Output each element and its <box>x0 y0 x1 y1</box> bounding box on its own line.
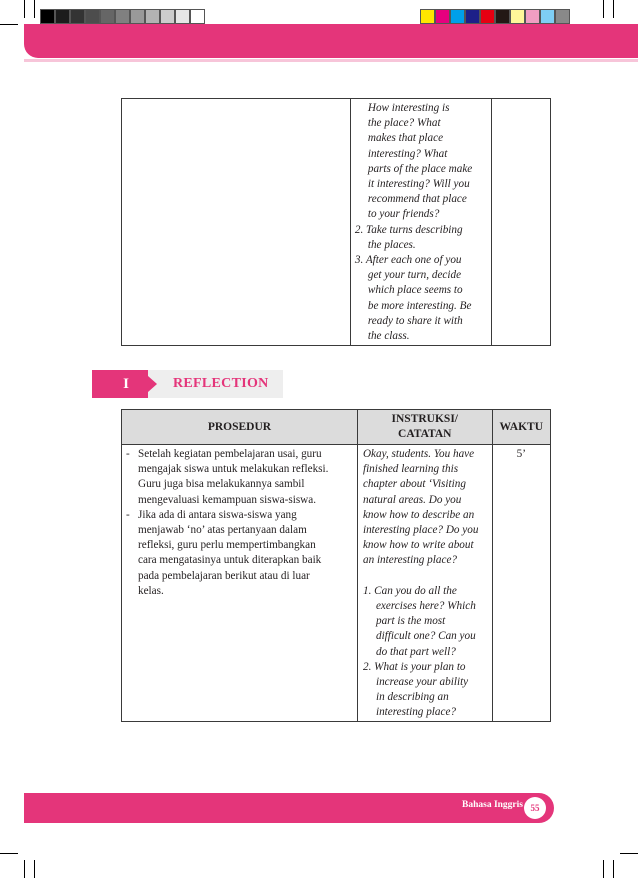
continued-table <box>121 98 551 346</box>
reflection-table <box>121 409 551 722</box>
text-line: know how to describe an <box>362 508 475 521</box>
color-swatch <box>175 9 190 24</box>
color-swatch <box>480 9 495 24</box>
text-line: an interesting place? <box>362 554 458 567</box>
procedure-line: Guru juga bisa melakukannya sambil <box>138 478 305 491</box>
crop-mark <box>613 860 614 878</box>
text-line: the class. <box>367 330 410 343</box>
section-arrow-icon <box>148 376 157 392</box>
header-band <box>24 24 638 58</box>
header-line: INSTRUKSI/ <box>391 413 458 425</box>
instructions-cell <box>350 99 491 346</box>
procedure-line: pada pembelajaran berikut atau di luar <box>138 569 310 582</box>
crop-mark <box>0 24 18 25</box>
color-swatch <box>495 9 510 24</box>
header-instructions-label <box>358 412 492 442</box>
procedure-cell <box>122 445 358 722</box>
text-line <box>363 569 489 584</box>
color-swatch <box>130 9 145 24</box>
text-line: 1. Can you do all the <box>362 584 457 597</box>
procedure-line: Setelah kegiatan pembelajaran usai, guru <box>138 448 322 460</box>
color-swatch <box>555 9 570 24</box>
text-line: increase your ability <box>375 676 469 689</box>
procedure-line: mengajak siswa untuk melakukan refleksi. <box>138 463 329 476</box>
crop-mark <box>34 860 35 878</box>
procedure-line: Jika ada di antara siswa-siswa yang <box>138 508 297 521</box>
color-swatch <box>85 9 100 24</box>
text-line: know how to write about <box>362 539 474 552</box>
text-line: 2. Take turns describing <box>354 223 463 236</box>
text-line: How interesting is <box>367 102 450 114</box>
procedure-line: cara mengatasinya untuk diterapkan baik <box>138 554 322 567</box>
time-cell <box>492 99 551 346</box>
crop-mark <box>620 853 638 854</box>
color-swatch <box>435 9 450 24</box>
text-line: recommend that place <box>367 193 467 206</box>
text-line: be more interesting. Be <box>367 299 472 312</box>
crop-mark <box>603 0 604 18</box>
header-stripe <box>24 59 638 62</box>
text-line: get your turn, decide <box>367 269 462 282</box>
text-line: which place seems to <box>367 284 463 297</box>
procedure-cell <box>122 99 351 346</box>
book-title: Bahasa Inggris <box>462 800 523 810</box>
color-swatch <box>145 9 160 24</box>
bullet-dash: - <box>126 448 130 460</box>
text-line: to your friends? <box>367 208 440 221</box>
color-swatch <box>100 9 115 24</box>
instructions-notes <box>355 101 487 344</box>
header-instructions <box>357 410 492 445</box>
text-line: interesting? What <box>367 147 448 160</box>
text-line: makes that place <box>367 132 444 145</box>
procedure-item <box>124 447 354 508</box>
text-line: it interesting? Will you <box>367 178 470 191</box>
text-line: interesting place? Do you <box>362 524 479 537</box>
instructions-cell <box>357 445 492 722</box>
crop-mark <box>613 0 614 18</box>
header-time: WAKTU <box>492 410 550 445</box>
color-swatch <box>115 9 130 24</box>
procedure-line: mengevaluasi kemampuan siswa-siswa. <box>138 493 317 506</box>
gray-color-bar <box>40 9 205 24</box>
color-swatch <box>465 9 480 24</box>
color-swatch <box>40 9 55 24</box>
text-line: the place? What <box>367 117 441 130</box>
text-line: finished learning this <box>362 463 459 476</box>
color-swatch <box>540 9 555 24</box>
color-bar <box>420 9 570 24</box>
section-letter: I <box>123 376 129 392</box>
color-swatch <box>70 9 85 24</box>
color-swatch <box>160 9 175 24</box>
procedure-line: menjawab ‘no’ atas pertanyaan dalam <box>138 524 307 537</box>
text-line: ready to share it with <box>367 314 463 327</box>
crop-mark <box>603 860 604 878</box>
procedure-item <box>124 508 354 599</box>
text-line: exercises here? Which <box>375 600 476 613</box>
page-number: 55 <box>524 797 546 819</box>
section-badge <box>92 370 148 398</box>
text-line: the places. <box>367 238 416 251</box>
crop-mark <box>24 860 25 878</box>
crop-mark <box>24 0 25 18</box>
procedure-line: kelas. <box>138 584 164 597</box>
color-swatch <box>420 9 435 24</box>
crop-mark <box>34 0 35 18</box>
color-swatch <box>55 9 70 24</box>
text-line: difficult one? Can you <box>375 630 476 643</box>
time-cell: 5’ <box>492 445 550 722</box>
text-line: interesting place? <box>375 706 457 719</box>
color-swatch <box>525 9 540 24</box>
section-title: REFLECTION <box>173 376 269 391</box>
crop-mark <box>0 853 18 854</box>
text-line: part is the most <box>375 615 446 628</box>
bullet-dash: - <box>126 508 130 521</box>
text-line: 2. What is your plan to <box>362 660 466 673</box>
text-line: parts of the place make <box>367 162 473 175</box>
header-procedure: PROSEDUR <box>122 410 358 445</box>
section-heading <box>92 370 283 398</box>
color-swatch <box>450 9 465 24</box>
procedure-line: refleksi, guru perlu mempertimbangkan <box>138 539 316 552</box>
text-line: 3. After each one of you <box>354 254 462 267</box>
instructions-text <box>363 447 489 721</box>
text-line: chapter about ‘Visiting <box>362 478 466 491</box>
text-line: natural areas. Do you <box>362 493 462 506</box>
procedure-list <box>124 447 354 599</box>
text-line: Okay, students. You have <box>362 448 475 460</box>
color-swatch <box>190 9 205 24</box>
text-line: do that part well? <box>375 645 456 658</box>
header-line: CATATAN <box>398 428 452 440</box>
text-line: in describing an <box>375 691 449 704</box>
color-swatch <box>510 9 525 24</box>
